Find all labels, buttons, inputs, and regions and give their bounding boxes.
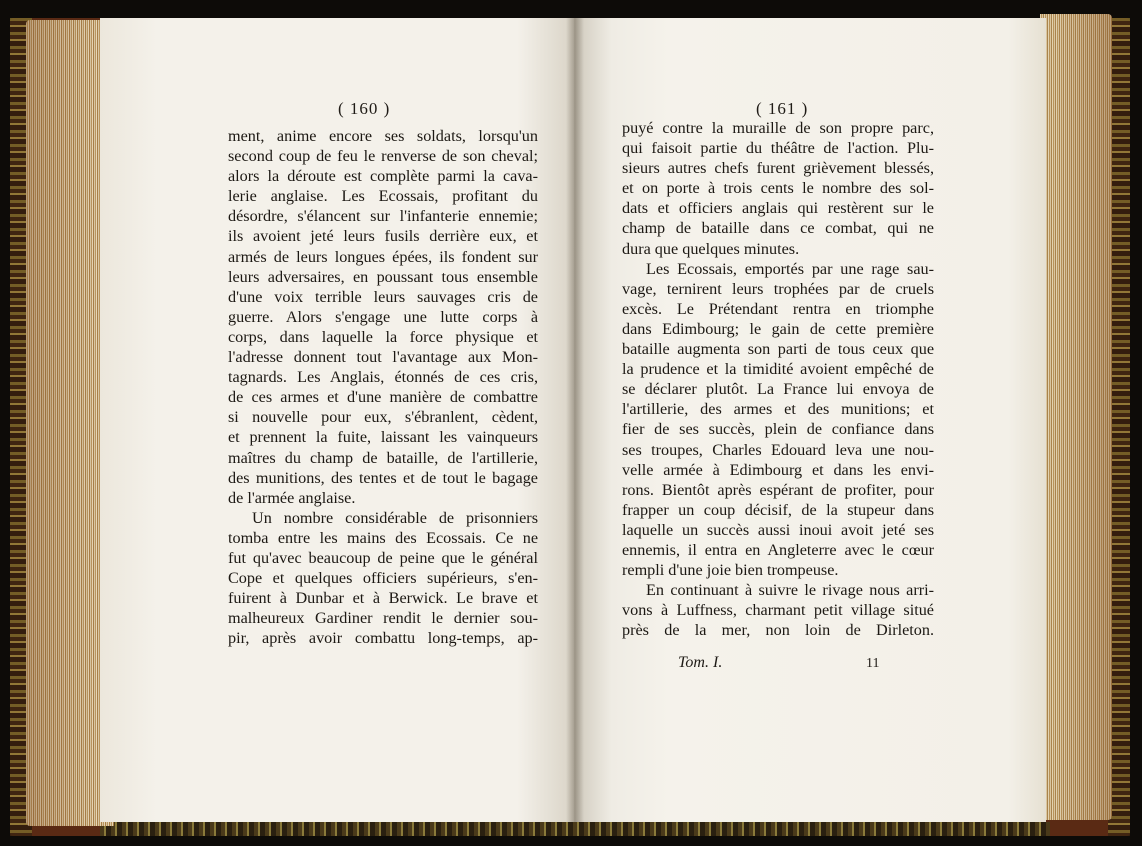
gathering-number: 11: [866, 656, 880, 671]
text-line: dans Edimbourg; le gain de cette première: [622, 319, 934, 338]
text-line: tomba entre les mains des Ecossais. Ce ne: [228, 528, 538, 547]
text-line: bataille augmenta son parti de tous ceux que: [622, 340, 934, 359]
left-page: [100, 18, 574, 822]
text-line: dura que quelques minutes.: [622, 239, 800, 258]
text-line: vage, ternirent leurs trophées par de cruels: [622, 279, 934, 298]
text-line: de ces armes et d'une manière de combattre: [228, 388, 538, 407]
text-line: rons. Bientôt après espérant de profiter, pour: [622, 480, 934, 499]
text-line: excès. Le Prétendant rentra en triomphe: [622, 299, 934, 318]
text-line: velle armée à Edimbourg et dans les envi-: [622, 460, 934, 479]
text-line: tagnards. Les Anglais, étonnés de ces cris,: [228, 368, 538, 387]
text-line: pir, après avoir combattu long-temps, ap-: [228, 629, 538, 648]
text-line: maîtres du champ de bataille, de l'artillerie,: [228, 448, 538, 467]
text-line: et on porte à trois cents le nombre des sol-: [622, 179, 934, 198]
right-page-body: [622, 118, 934, 640]
signature-mark: Tom. I.: [678, 654, 723, 671]
text-line: champ de bataille dans ce combat, qui ne: [622, 219, 934, 238]
text-line: de l'armée anglaise.: [228, 488, 356, 507]
text-line: second coup de feu le renverse de son cheval;: [228, 147, 538, 166]
text-line: vons à Luffness, charmant petit village situé: [622, 601, 934, 620]
text-line: fut qu'avec beaucoup de peine que le général: [228, 548, 538, 567]
text-line: alors la déroute est complète parmi la cava-: [228, 167, 538, 186]
text-line: Cope et quelques officiers supérieurs, s'en-: [228, 569, 538, 588]
cover-bottom-edge: [100, 822, 1050, 836]
right-page-number: ( 161 ): [756, 99, 809, 118]
book-gutter: [566, 18, 584, 822]
text-line: En continuant à suivre le rivage nous arri-: [646, 581, 934, 600]
text-line: lerie anglaise. Les Ecossais, profitant du: [228, 187, 538, 206]
text-line: puyé contre la muraille de son propre parc,: [622, 119, 934, 137]
text-line: des munitions, des tentes et de tout le bagage: [228, 468, 538, 487]
text-line: d'une voix terrible leurs sauvages cris de: [228, 287, 538, 306]
text-line: ennemis, il entra en Angleterre avec le cœur: [622, 540, 934, 559]
text-line: fier de ses succès, plein de confiance dans: [622, 420, 934, 439]
text-line: la prudence et la timidité avoient empêché de: [622, 360, 934, 379]
right-page: [574, 18, 1046, 822]
text-line: leurs adversaires, en poussant tous ensemble: [228, 267, 538, 286]
left-page-body: [228, 126, 538, 648]
text-line: ils avoient jeté leurs fusils derrière eux, et: [228, 227, 538, 246]
text-line: si nouvelle pour eux, s'ébranlent, cèdent,: [228, 408, 538, 427]
text-line: laquelle un succès aussi inoui avoit jeté ses: [622, 520, 934, 539]
text-line: dats et officiers anglais qui restèrent sur le: [622, 199, 934, 218]
left-page-number: ( 160 ): [338, 99, 391, 118]
text-line: sieurs autres chefs furent grièvement blessés,: [622, 159, 934, 178]
text-line: fuirent à Dunbar et à Berwick. Le brave et: [228, 589, 538, 608]
text-line: corps, dans laquelle la force physique et: [228, 327, 538, 346]
text-line: rempli d'une joie bien trompeuse.: [622, 561, 839, 580]
text-line: l'artillerie, des armes et des munitions; et: [622, 400, 934, 419]
text-line: désordre, s'élancent sur l'infanterie ennemie;: [228, 207, 538, 226]
text-line: frapper un coup décisif, de la stupeur dans: [622, 500, 934, 519]
text-line: malheureux Gardiner rendit le dernier sou-: [228, 609, 538, 628]
text-line: guerre. Alors s'engage une lutte corps à: [228, 307, 538, 326]
text-line: et prennent la fuite, laissant les vainqueurs: [228, 428, 538, 447]
text-line: se déclarer plutôt. La France lui envoya de: [622, 380, 934, 399]
text-line: armés de leurs longues épées, ils fondent sur: [228, 247, 538, 266]
text-line: ment, anime encore ses soldats, lorsqu'un: [228, 127, 538, 145]
page-edges-right: [1040, 14, 1112, 820]
text-line: ses troupes, Charles Edouard leva une nou-: [622, 440, 934, 459]
text-line: qui faisoit partie du théâtre de l'action. Plu-: [622, 139, 934, 158]
text-line: l'adresse donnent tout l'avantage aux Mon-: [228, 348, 538, 367]
text-line: près de la mer, non loin de Dirleton.: [622, 621, 934, 640]
text-line: Les Ecossais, emportés par une rage sau-: [646, 259, 934, 278]
text-line: Un nombre considérable de prisonniers: [252, 508, 538, 527]
